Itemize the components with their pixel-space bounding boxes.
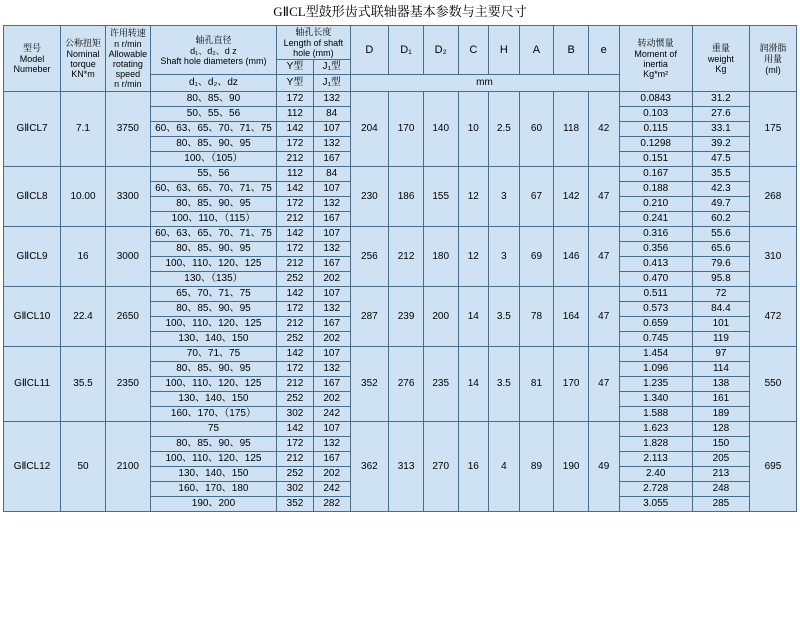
cell-length-J1: 242 [313,407,350,422]
header-shaft-length-Y: Y型 [277,60,314,75]
cell-D2: 140 [423,92,458,167]
cell-model: GⅡCL7 [4,92,61,167]
cell-A: 78 [519,287,554,347]
cell-shaft-diameter: 160、170、（175） [150,407,276,422]
cell-D: 256 [350,227,389,287]
cell-D1: 186 [389,167,424,227]
page-title: GⅡCL型鼓形齿式联轴器基本参数与主要尺寸 [273,4,527,19]
cell-shaft-diameter: 80、85、90、95 [150,242,276,257]
header-torque [61,26,106,92]
cell-A: 69 [519,227,554,287]
header-shaft-diameter-en: Shaft hole diameters (mm) [160,55,267,66]
cell-length-J1: 167 [313,452,350,467]
header-weight [692,26,749,92]
cell-inertia: 1.623 [619,422,692,437]
header-inertia-en: Moment of [634,49,677,59]
cell-weight: 205 [692,452,749,467]
cell-torque: 7.1 [61,92,106,167]
cell-A: 89 [519,422,554,512]
cell-inertia: 2.728 [619,482,692,497]
cell-shaft-diameter: 55、56 [150,167,276,182]
header-weight-en: weight [707,54,734,64]
cell-weight: 55.6 [692,227,749,242]
header-speed-unit: n r/min [114,79,142,89]
cell-inertia: 0.241 [619,212,692,227]
header-shaft-diameter-cn: 轴孔直径 [195,34,232,45]
cell-length-J1: 202 [313,332,350,347]
cell-length-Y: 172 [277,302,314,317]
cell-length-Y: 252 [277,272,314,287]
cell-D2: 270 [423,422,458,512]
cell-shaft-diameter: 50、55、56 [150,107,276,122]
cell-torque: 35.5 [61,347,106,422]
cell-inertia: 0.511 [619,287,692,302]
header-H: H [489,26,520,75]
cell-D1: 313 [389,422,424,512]
header-speed-en: Allowable [108,49,148,59]
cell-A: 67 [519,167,554,227]
cell-model: GⅡCL8 [4,167,61,227]
cell-shaft-diameter: 75 [150,422,276,437]
cell-H: 3.5 [489,347,520,422]
cell-shaft-diameter: 100、110、120、125 [150,452,276,467]
header-torque-cn: 公称扭矩 [64,38,101,48]
cell-B: 164 [554,287,589,347]
cell-length-J1: 282 [313,497,350,512]
cell-length-J1: 84 [313,107,350,122]
cell-B: 170 [554,347,589,422]
cell-B: 146 [554,227,589,287]
cell-D2: 235 [423,347,458,422]
cell-length-J1: 167 [313,152,350,167]
cell-inertia: 1.340 [619,392,692,407]
cell-model: GⅡCL10 [4,287,61,347]
cell-weight: 138 [692,377,749,392]
cell-length-J1: 132 [313,137,350,152]
cell-D: 352 [350,347,389,422]
cell-length-Y: 172 [277,242,314,257]
cell-B: 190 [554,422,589,512]
cell-length-J1: 132 [313,437,350,452]
cell-weight: 84.4 [692,302,749,317]
cell-length-Y: 172 [277,92,314,107]
cell-length-J1: 132 [313,242,350,257]
cell-grease: 268 [749,167,796,227]
header-e: e [588,26,619,75]
cell-torque: 10.00 [61,167,106,227]
header-torque-unit: KN*m [71,69,95,79]
cell-shaft-diameter: 80、85、90 [150,92,276,107]
cell-weight: 285 [692,497,749,512]
cell-e: 49 [588,422,619,512]
header-A: A [519,26,554,75]
header-D2: D₂ [423,26,458,75]
cell-H: 3 [489,227,520,287]
cell-length-Y: 142 [277,227,314,242]
header-inertia-unit: Kg*m² [643,69,669,79]
cell-inertia: 0.1298 [619,137,692,152]
table-row [4,227,797,242]
header-shaft-diameter-sub: d₁、d₂、d z [190,45,237,56]
header-torque-en2: torque [70,59,96,69]
cell-weight: 47.5 [692,152,749,167]
cell-B: 118 [554,92,589,167]
cell-speed: 3750 [105,92,150,167]
header-shaft-diameter [150,26,276,75]
cell-C: 12 [458,167,489,227]
cell-length-Y: 142 [277,122,314,137]
cell-A: 60 [519,92,554,167]
cell-C: 12 [458,227,489,287]
header-speed-cn: 许用转速 [109,28,146,38]
cell-inertia: 1.454 [619,347,692,362]
cell-D: 230 [350,167,389,227]
cell-weight: 49.7 [692,197,749,212]
cell-inertia: 2.40 [619,467,692,482]
table-row [4,167,797,182]
cell-inertia: 1.588 [619,407,692,422]
cell-inertia: 2.113 [619,452,692,467]
cell-length-Y: 212 [277,377,314,392]
header-inertia-cn: 转动惯量 [637,38,674,48]
cell-length-Y: 142 [277,182,314,197]
cell-length-Y: 212 [277,317,314,332]
cell-shaft-diameter: 100、110、120、125 [150,257,276,272]
header-shaft-length-en2: hole (mm) [293,48,334,58]
cell-length-J1: 132 [313,92,350,107]
header-model-en2: Numeber [13,64,51,74]
cell-length-Y: 142 [277,287,314,302]
cell-length-J1: 167 [313,377,350,392]
header-B: B [554,26,589,75]
cell-length-J1: 167 [313,257,350,272]
cell-length-J1: 167 [313,317,350,332]
cell-shaft-diameter: 60、63、65、70、71、75 [150,227,276,242]
cell-length-Y: 352 [277,497,314,512]
header-shaft-length-en: Length of shaft [283,38,344,48]
cell-weight: 39.2 [692,137,749,152]
cell-grease: 550 [749,347,796,422]
cell-speed: 2100 [105,422,150,512]
cell-D2: 180 [423,227,458,287]
cell-H: 3.5 [489,287,520,347]
cell-inertia: 0.103 [619,107,692,122]
cell-C: 14 [458,347,489,422]
cell-speed: 3000 [105,227,150,287]
cell-A: 81 [519,347,554,422]
header-model [4,26,61,92]
cell-weight: 213 [692,467,749,482]
cell-model: GⅡCL9 [4,227,61,287]
cell-weight: 119 [692,332,749,347]
header-speed-cn2: n r/min [114,39,142,49]
cell-inertia: 0.745 [619,332,692,347]
cell-inertia: 0.316 [619,227,692,242]
cell-D2: 155 [423,167,458,227]
cell-inertia: 0.210 [619,197,692,212]
cell-length-Y: 142 [277,422,314,437]
cell-shaft-diameter: 130、140、150 [150,467,276,482]
cell-C: 16 [458,422,489,512]
header-D1: D₁ [389,26,424,75]
cell-length-J1: 107 [313,182,350,197]
cell-D1: 239 [389,287,424,347]
cell-weight: 97 [692,347,749,362]
header-grease-cn2: 用量 [763,53,782,64]
cell-weight: 60.2 [692,212,749,227]
cell-inertia: 1.828 [619,437,692,452]
cell-weight: 42.3 [692,182,749,197]
cell-shaft-diameter: 100、110、120、125 [150,317,276,332]
cell-grease: 695 [749,422,796,512]
header-mm-unit: mm [350,75,619,92]
cell-length-J1: 202 [313,272,350,287]
cell-weight: 248 [692,482,749,497]
cell-length-Y: 142 [277,347,314,362]
cell-torque: 16 [61,227,106,287]
cell-torque: 22.4 [61,287,106,347]
table-row [4,347,797,362]
cell-weight: 27.6 [692,107,749,122]
cell-speed: 3300 [105,167,150,227]
cell-weight: 114 [692,362,749,377]
cell-inertia: 1.096 [619,362,692,377]
cell-length-Y: 112 [277,107,314,122]
cell-shaft-diameter: 60、63、65、70、71、75 [150,182,276,197]
table-row [4,422,797,437]
header-shaft-length-J1-2: J₁型 [313,75,350,92]
cell-grease: 310 [749,227,796,287]
cell-D: 362 [350,422,389,512]
header-D: D [350,26,389,75]
cell-shaft-diameter: 130、140、150 [150,392,276,407]
cell-length-J1: 107 [313,347,350,362]
cell-inertia: 3.055 [619,497,692,512]
header-row-1 [4,26,797,60]
header-shaft-length-J1: J₁型 [313,60,350,75]
cell-shaft-diameter: 160、170、180 [150,482,276,497]
cell-length-J1: 107 [313,422,350,437]
header-shaft-length-Y-2: Y型 [277,75,314,92]
cell-weight: 150 [692,437,749,452]
cell-length-J1: 202 [313,467,350,482]
header-model-cn: 型号 [23,43,42,53]
cell-inertia: 0.167 [619,167,692,182]
header-inertia [619,26,692,92]
cell-inertia: 0.470 [619,272,692,287]
cell-grease: 472 [749,287,796,347]
cell-shaft-diameter: 70、71、75 [150,347,276,362]
cell-e: 42 [588,92,619,167]
cell-length-J1: 107 [313,122,350,137]
cell-length-J1: 202 [313,392,350,407]
cell-length-Y: 172 [277,197,314,212]
cell-length-Y: 212 [277,212,314,227]
table-row [4,287,797,302]
header-d-symbols: d₁、d₂、dz [150,75,276,92]
header-grease [749,26,796,92]
cell-length-Y: 172 [277,137,314,152]
table-body [4,92,797,512]
table-row [4,92,797,107]
cell-length-J1: 132 [313,197,350,212]
cell-speed: 2350 [105,347,150,422]
cell-inertia: 0.573 [619,302,692,317]
cell-length-Y: 172 [277,362,314,377]
header-speed [105,26,150,92]
cell-D1: 212 [389,227,424,287]
cell-e: 47 [588,347,619,422]
cell-C: 14 [458,287,489,347]
cell-shaft-diameter: 65、70、71、75 [150,287,276,302]
cell-length-Y: 252 [277,467,314,482]
header-torque-en: Nominal [66,49,100,59]
cell-weight: 128 [692,422,749,437]
cell-model: GⅡCL12 [4,422,61,512]
cell-weight: 31.2 [692,92,749,107]
header-inertia-en2: inertia [643,59,668,69]
cell-shaft-diameter: 100、110、120、125 [150,377,276,392]
cell-inertia: 0.0843 [619,92,692,107]
cell-length-Y: 252 [277,392,314,407]
header-speed-en2: rotating [112,59,143,69]
cell-length-J1: 242 [313,482,350,497]
cell-B: 142 [554,167,589,227]
cell-weight: 65.6 [692,242,749,257]
cell-H: 4 [489,422,520,512]
header-grease-cn: 润滑脂 [759,42,787,53]
cell-shaft-diameter: 80、85、90、95 [150,302,276,317]
header-speed-en3: speed [115,69,141,79]
cell-length-J1: 107 [313,287,350,302]
cell-grease: 175 [749,92,796,167]
cell-shaft-diameter: 80、85、90、95 [150,362,276,377]
cell-length-Y: 112 [277,167,314,182]
cell-shaft-diameter: 190、200 [150,497,276,512]
specification-table [3,25,797,512]
cell-weight: 35.5 [692,167,749,182]
cell-shaft-diameter: 60、63、65、70、71、75 [150,122,276,137]
cell-weight: 101 [692,317,749,332]
cell-shaft-diameter: 130、（135） [150,272,276,287]
cell-length-Y: 212 [277,152,314,167]
cell-C: 10 [458,92,489,167]
cell-speed: 2650 [105,287,150,347]
cell-D1: 276 [389,347,424,422]
cell-weight: 72 [692,287,749,302]
cell-inertia: 0.413 [619,257,692,272]
header-shaft-length [277,26,350,60]
header-model-en: Model [19,54,45,64]
cell-length-J1: 167 [313,212,350,227]
header-C: C [458,26,489,75]
cell-weight: 161 [692,392,749,407]
header-grease-unit: (ml) [765,64,781,75]
cell-D: 287 [350,287,389,347]
cell-inertia: 0.659 [619,317,692,332]
cell-D1: 170 [389,92,424,167]
cell-shaft-diameter: 130、140、150 [150,332,276,347]
cell-weight: 33.1 [692,122,749,137]
cell-e: 47 [588,227,619,287]
cell-shaft-diameter: 80、85、90、95 [150,137,276,152]
cell-length-Y: 212 [277,452,314,467]
cell-shaft-diameter: 100、110、（115） [150,212,276,227]
cell-length-J1: 107 [313,227,350,242]
cell-D: 204 [350,92,389,167]
cell-shaft-diameter: 80、85、90、95 [150,437,276,452]
cell-length-Y: 252 [277,332,314,347]
cell-H: 3 [489,167,520,227]
cell-length-J1: 84 [313,167,350,182]
cell-inertia: 0.115 [619,122,692,137]
table-header [4,26,797,92]
cell-weight: 189 [692,407,749,422]
cell-D2: 200 [423,287,458,347]
cell-e: 47 [588,287,619,347]
cell-inertia: 0.356 [619,242,692,257]
header-weight-unit: Kg [715,64,727,74]
cell-inertia: 0.151 [619,152,692,167]
cell-length-Y: 172 [277,437,314,452]
cell-weight: 79.6 [692,257,749,272]
cell-inertia: 1.235 [619,377,692,392]
cell-weight: 95.8 [692,272,749,287]
cell-length-J1: 132 [313,302,350,317]
cell-e: 47 [588,167,619,227]
cell-length-J1: 132 [313,362,350,377]
header-weight-cn: 重量 [711,43,730,53]
cell-shaft-diameter: 100、（105） [150,152,276,167]
cell-H: 2.5 [489,92,520,167]
cell-shaft-diameter: 80、85、90、95 [150,197,276,212]
cell-length-Y: 302 [277,407,314,422]
cell-inertia: 0.188 [619,182,692,197]
header-shaft-length-cn: 轴孔长度 [295,27,332,37]
cell-length-Y: 302 [277,482,314,497]
cell-torque: 50 [61,422,106,512]
cell-model: GⅡCL11 [4,347,61,422]
cell-length-Y: 212 [277,257,314,272]
